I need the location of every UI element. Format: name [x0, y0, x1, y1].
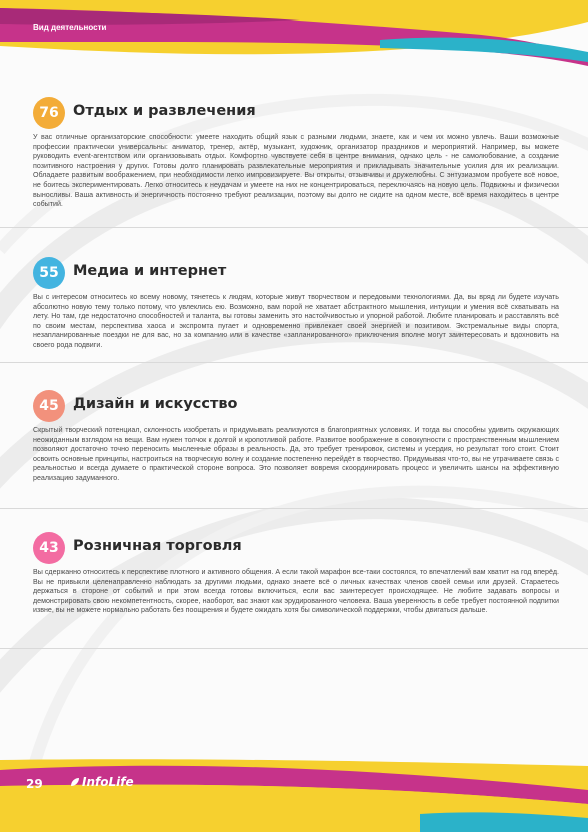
section-text: Скрытый творческий потенциал, склонность изобретать и придумывать реализуются в благоприятных условиях. И тогда вы способны удивить окружающих неожиданным взглядом на вещи. Вам нужен толчок к долгой и кропотливой работе. Развитое воображение в совокупности с пространственным мышлением позволяют достаточно точно переносить мысленные образы в реальность. Да, это требует тренировок, системы и усердия, но результат того стоит. Стоит освоить основные принципы, настроиться на творческую волну и создание постепенно перейдёт в творчество. Придумывая что-то, вы не утрачиваете связь с реальностью и всегда думаете о практической стороне вопроса. Это позволяет вовремя скоординировать процесс и увеличить шансы на эффективную реализацию задуманного. [33, 426, 559, 482]
section-media [33, 257, 559, 351]
section-divider [0, 227, 588, 228]
section-retail [33, 532, 559, 616]
page-number: 29 [26, 777, 43, 791]
score-badge: 43 [33, 532, 65, 564]
section-divider [0, 362, 588, 363]
section-header [33, 532, 559, 566]
section-header [33, 390, 559, 424]
section-text: Вы с интересом относитесь ко всему новому, тянетесь к людям, которые живут творчеством и передовыми технологиями. Да, вы вряд ли будете изучать абсолютно новую тему только потому, что увлеклись ею. Возможно, вам порой не хватает абстрактного мышления, интуиции и умения всё схватывать на лету. Но там, где недостаточно способностей и таланта, вы готовы заменить это настойчивостью и упорной работой. Любите планировать и расставлять всё по своим местам, перспектива хаоса и экспромта пугает и одновременно привлекает своей энергией и позитивом. Экстремальные виды спорта, незапланированные поездки не для вас, но за компанию или в качестве «запланированного» приключения вполне могут заинтересовать и вдохновить на своего рода подвиги. [33, 293, 559, 349]
logo-text: InfoLife [82, 775, 134, 789]
section-title: Розничная торговля [73, 538, 242, 554]
section-text: У вас отличные организаторские способности: умеете находить общий язык с разными людьми, знаете, как и чем их можно увлечь. Ваши возможные профессии практически универсальны: аниматор, тренер, актёр, музыкант, художник, организатор праздников и мероприятий. Например, вы можете руководить event-агентством или организовывать отдых. Комфортно чувствуете себя в центре внимания, однако цель - не самолюбование, а создание позитивного настроения у других. Готовы долго планировать развлекательные мероприятия и прикладывать значительные усилия для их реализации. Обладаете развитым воображением, при необходимости легко импровизируете. Вы открыты, отзывчивы и дружелюбны. С энтузиазмом пробуете всё новое, не боитесь экспериментировать. Легко относитесь к неудачам и умеете на них не концентрироваться, переключаясь на новую цель. Подвижны и физически выносливы. Ваша активность и энергичность постоянно требуют реализации, поэтому вы долго не сидите на одном месте, всё время находитесь в центре событий. [33, 133, 559, 209]
section-title: Дизайн и искусство [73, 396, 238, 412]
header-title: Вид деятельности [33, 23, 107, 32]
section-header [33, 257, 559, 291]
section-divider [0, 508, 588, 509]
score-badge: 76 [33, 97, 65, 129]
section-title: Отдых и развлечения [73, 103, 256, 119]
section-header [33, 97, 559, 131]
section-title: Медиа и интернет [73, 263, 227, 279]
section-recreation [33, 97, 559, 210]
section-design [33, 390, 559, 484]
section-divider [0, 648, 588, 649]
logo-leaf-icon [70, 777, 80, 787]
header-band [0, 0, 588, 70]
score-badge: 45 [33, 390, 65, 422]
section-text: Вы сдержанно относитесь к перспективе плотного и активного общения. А если такой марафон все-таки состоялся, то впечатлений вам хватит на год вперёд. Вы не привыкли целенаправленно наблюдать за другими людьми, однако знаете всё о личных качествах членов своей семьи или друзей. Стараетесь держаться в стороне от событий и при этом всегда готовы включиться, если вас заинтересует происходящее. Не любите задавать вопросы и демонстрировать свою некомпетентность, скорее, наоборот, вас знают как эрудированного человека. Ваша уверенность в себе требует постоянной подпитки извне, вы не можете нормально работать без поощрения и будете ожидать хотя бы символической поддержки, чтобы двигаться дальше. [33, 568, 559, 615]
footer-band [0, 756, 588, 832]
score-badge: 55 [33, 257, 65, 289]
infolife-logo [70, 775, 134, 789]
